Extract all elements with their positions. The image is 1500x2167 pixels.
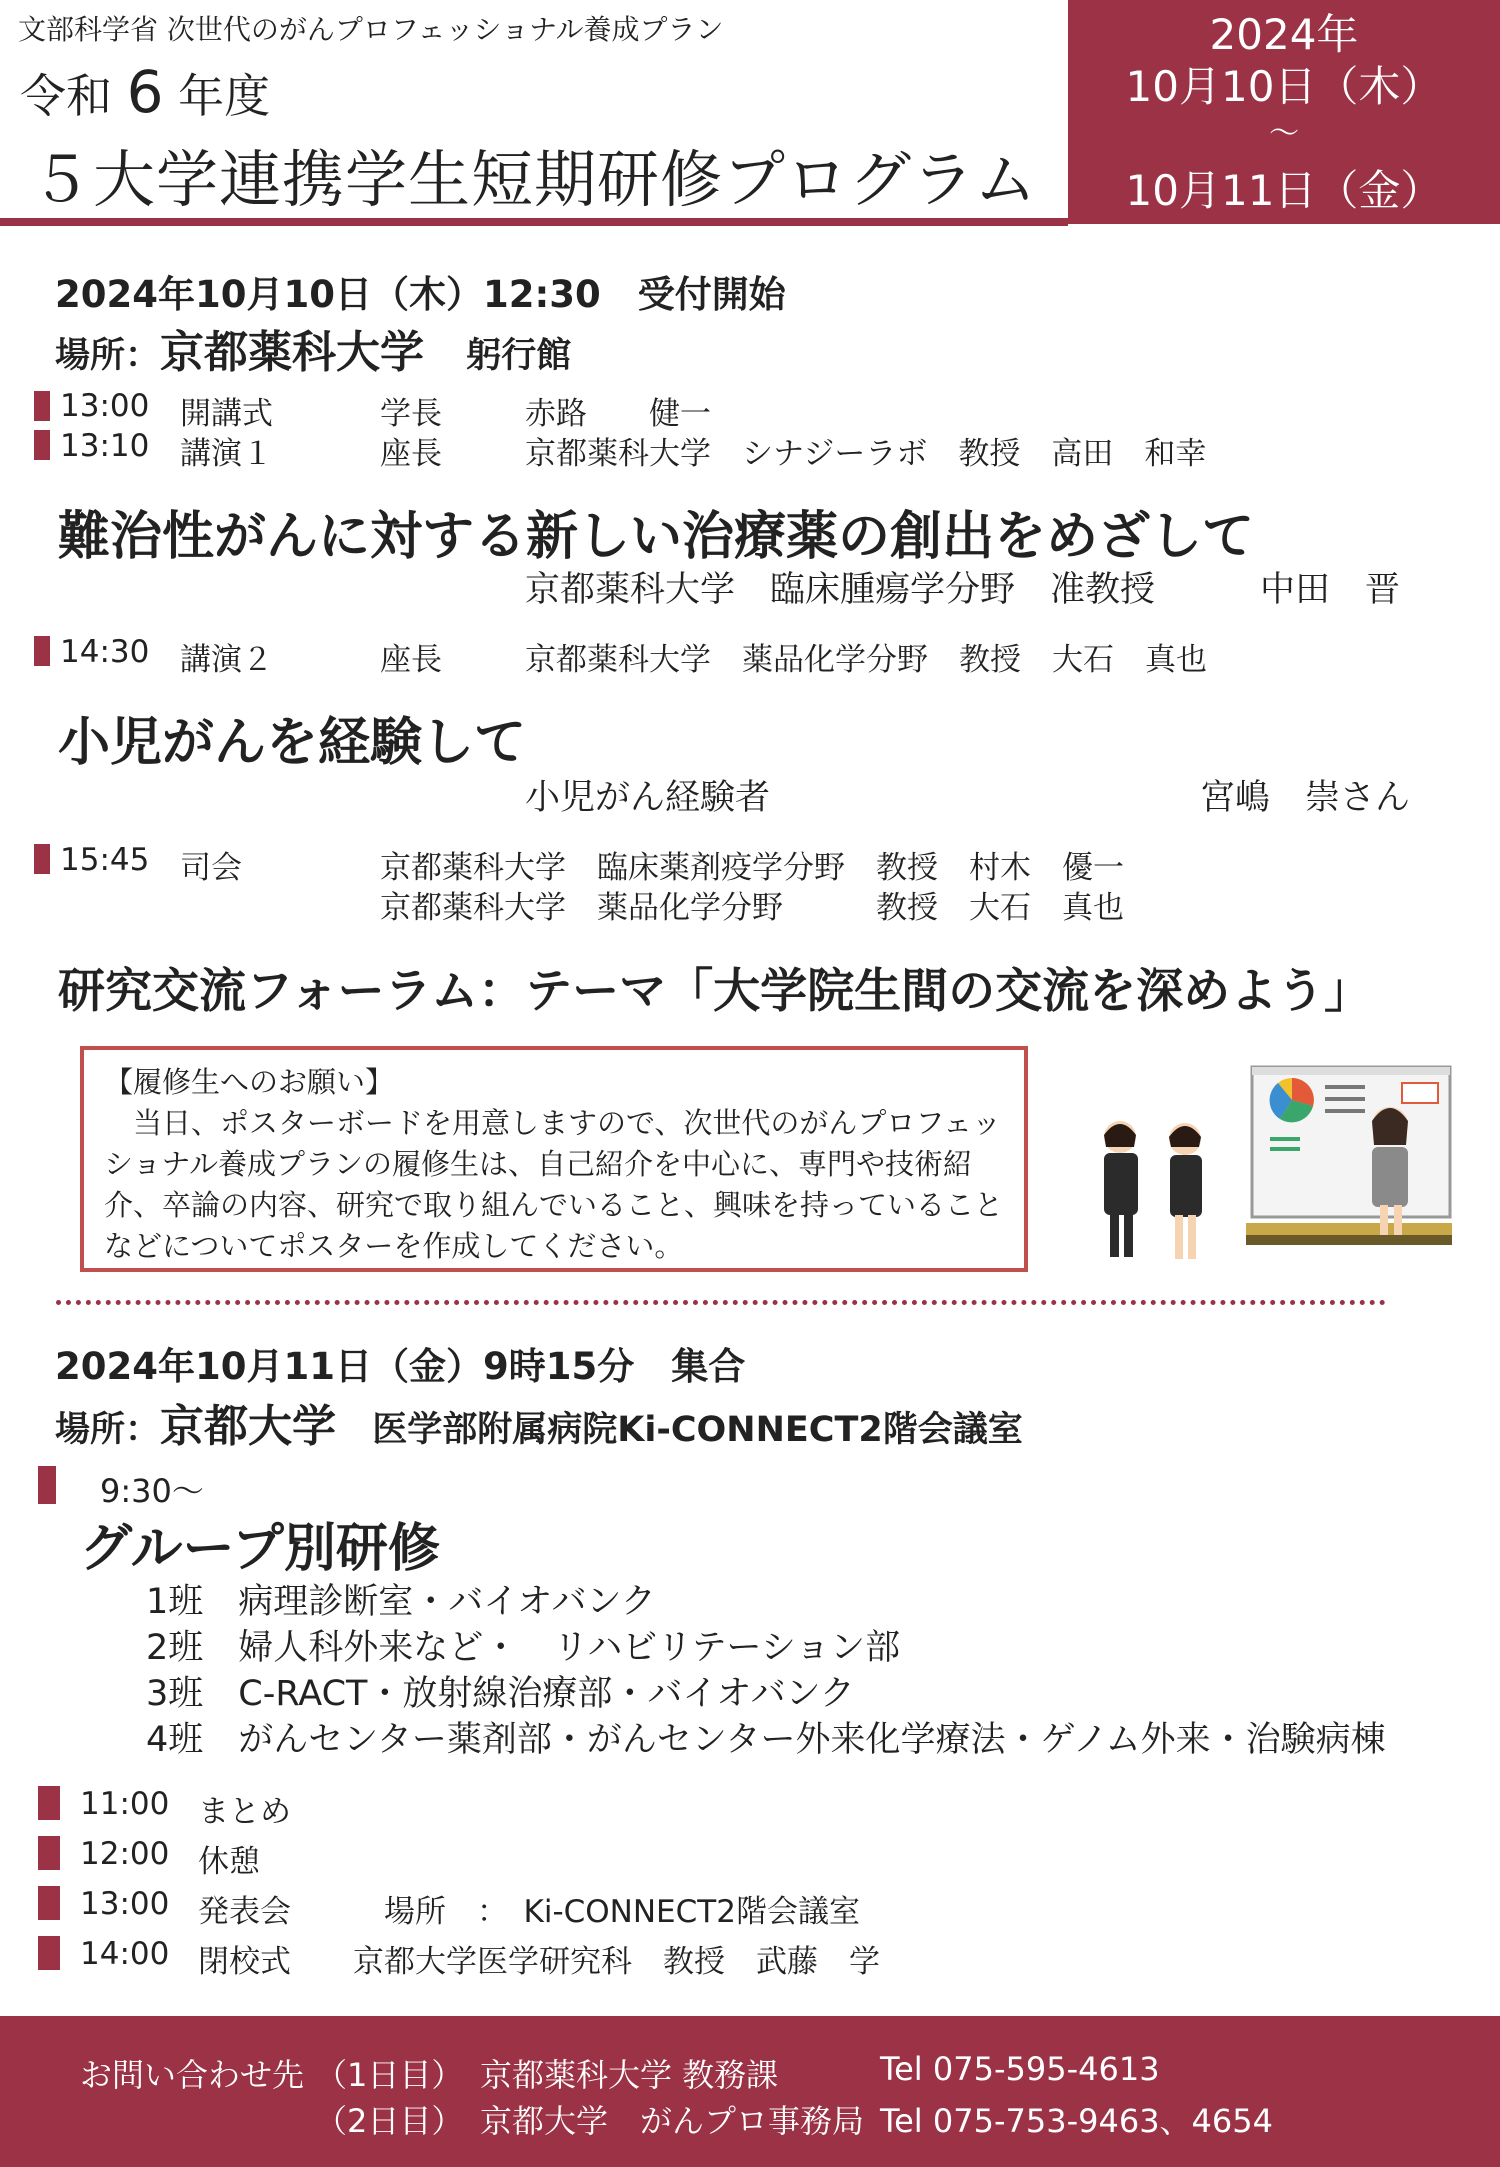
time-13-00-presentation: 13:00 — [80, 1886, 170, 1922]
contact-day1-tel: Tel 075-595-4613 — [880, 2050, 1160, 2088]
poster-session-illustration — [1080, 1055, 1460, 1270]
day1-place-label: 場所： — [55, 336, 161, 376]
item-marker — [34, 636, 50, 666]
program-subtitle: 文部科学省 次世代のがんプロフェッショナル養成プラン — [18, 13, 724, 46]
time-12-00: 12:00 — [80, 1836, 170, 1872]
group-time: 9:30～ — [100, 1472, 204, 1510]
day2-place-detail: 医学部附属病院Ki-CONNECT2階会議室 — [372, 1410, 1023, 1450]
page-title: ５大学連携学生短期研修プログラム — [30, 143, 1038, 216]
header-rule — [0, 218, 1068, 226]
header-title-area — [0, 0, 1068, 224]
day1-place — [55, 316, 571, 380]
fiscal-year-suffix: 年度 — [178, 69, 271, 123]
lecture1-speaker: 京都薬科大学 臨床腫瘍学分野 准教授 — [525, 570, 1156, 610]
section-divider — [56, 1300, 1386, 1305]
day1-place-name: 京都薬科大学 — [160, 327, 425, 378]
role-chair: 座長 — [380, 436, 442, 472]
notice-body: 当日、ポスターボードを用意しますので、次世代のがんプロフェッショナル養成プランの履修生は、自己紹介を中心に、専門や技術紹介、卒論の内容、研究で取り組んでいること、興味を持っていることなどについてポスターを作成してください。 — [104, 1106, 1004, 1263]
group-2: 2班 婦人科外来など・ リハビリテーション部 — [146, 1628, 901, 1668]
item-marker — [38, 1886, 60, 1920]
day2-datetime: 2024年10月11日（金）9時15分 集合 — [55, 1345, 746, 1388]
item-lecture2: 講演２ — [180, 642, 273, 678]
contact-label: お問い合わせ先 — [80, 2056, 305, 2094]
item-marker — [38, 1466, 56, 1504]
chair-detail: 京都薬科大学 薬品化学分野 教授 大石 真也 — [525, 642, 1207, 678]
forum-title: 研究交流フォーラム：テーマ「大学院生間の交流を深めよう」 — [58, 964, 1372, 1019]
contact-day2-org: 京都大学 がんプロ事務局 — [480, 2102, 865, 2140]
item-mc: 司会 — [180, 850, 242, 886]
item-marker — [38, 1936, 60, 1970]
date-tilde: ～ — [1269, 116, 1299, 151]
header-date-panel — [1068, 0, 1500, 224]
fiscal-year — [20, 58, 270, 126]
mc-detail-2: 京都薬科大学 薬品化学分野 教授 大石 真也 — [380, 890, 1124, 926]
contact-day2: （2日目） — [315, 2102, 464, 2140]
time-14-00: 14:00 — [80, 1936, 170, 1972]
day2-place — [55, 1390, 1023, 1454]
notice-title: 【履修生へのお願い】 — [104, 1065, 395, 1099]
group-training-title: グループ別研修 — [80, 1519, 440, 1579]
contact-day1-org: 京都薬科大学 教務課 — [480, 2056, 779, 2094]
time-11-00: 11:00 — [80, 1786, 170, 1822]
date-year: 2024年 — [1209, 10, 1359, 59]
day1-place-hall: 躬行館 — [466, 336, 572, 376]
schedule-presentation: 発表会 場所 ： Ki-CONNECT2階会議室 — [198, 1894, 860, 1930]
schedule-break: 休憩 — [198, 1844, 260, 1880]
fiscal-year-number: 6 — [126, 58, 164, 126]
lecture2-speaker: 小児がん経験者 — [525, 778, 771, 818]
day2-place-label: 場所： — [55, 1410, 161, 1450]
role-chair: 座長 — [380, 642, 442, 678]
president-name: 赤路 健一 — [525, 396, 711, 432]
day2-place-name: 京都大学 — [160, 1401, 337, 1452]
lecture2-title: 小児がんを経験して — [58, 713, 527, 773]
date-start: 10月10日（木） — [1125, 62, 1443, 111]
contact-day1: （1日目） — [315, 2056, 464, 2094]
item-lecture1: 講演１ — [180, 436, 273, 472]
contact-footer — [0, 2016, 1500, 2167]
item-marker — [38, 1836, 60, 1870]
time-13-00: 13:00 — [60, 388, 150, 424]
item-marker — [34, 430, 50, 460]
contact-day2-tel: Tel 075-753-9463、4654 — [880, 2102, 1273, 2140]
schedule-closing: 閉校式 京都大学医学研究科 教授 武藤 学 — [198, 1944, 880, 1980]
time-15-45: 15:45 — [60, 842, 150, 878]
time-13-10: 13:10 — [60, 428, 150, 464]
lecture1-title: 難治性がんに対する新しい治療薬の創出をめざして — [58, 507, 1255, 567]
day1-datetime: 2024年10月10日（木）12:30 受付開始 — [55, 273, 786, 316]
group-3: 3班 C-RACT・放射線治療部・バイオバンク — [146, 1674, 855, 1714]
schedule-summary: まとめ — [198, 1794, 291, 1830]
item-opening: 開講式 — [180, 396, 273, 432]
role-president: 学長 — [380, 396, 442, 432]
lecture1-speaker-name: 中田 晋 — [1260, 570, 1401, 610]
time-14-30: 14:30 — [60, 634, 150, 670]
item-marker — [34, 391, 50, 421]
item-marker — [38, 1786, 60, 1820]
group-1: 1班 病理診断室・バイオバンク — [146, 1582, 656, 1622]
mc-detail-1: 京都薬科大学 臨床薬剤疫学分野 教授 村木 優一 — [380, 850, 1124, 886]
date-end: 10月11日（金） — [1125, 166, 1443, 215]
lecture2-speaker-name: 宮嶋 崇さん — [1200, 778, 1411, 818]
group-4: 4班 がんセンター薬剤部・がんセンター外来化学療法・ゲノム外来・治験病棟 — [146, 1720, 1386, 1760]
chair-detail: 京都薬科大学 シナジーラボ 教授 高田 和幸 — [525, 436, 1207, 472]
fiscal-year-prefix: 令和 — [20, 69, 112, 123]
notice-box — [80, 1046, 1028, 1272]
item-marker — [34, 844, 50, 874]
